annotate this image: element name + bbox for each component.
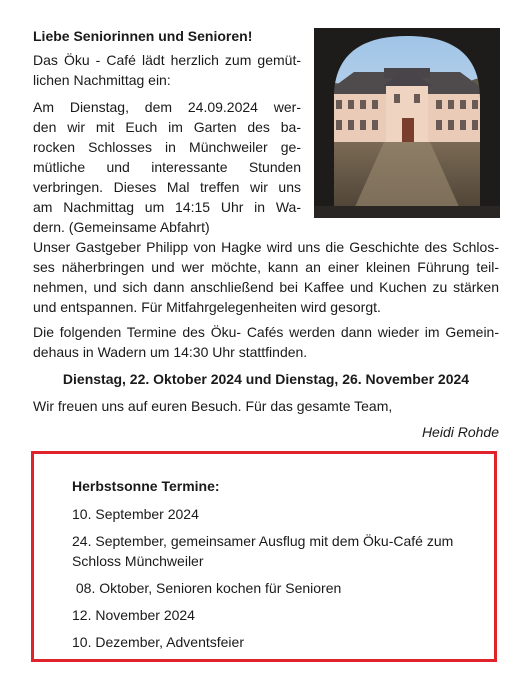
terms-item: Schloss Münchweiler — [72, 553, 204, 569]
event-line: dern. (Gemeinsame Abfahrt) — [33, 219, 210, 235]
host-paragraph — [33, 237, 499, 317]
event-line: rocken Schlosses in Münchweiler ge- — [33, 139, 301, 155]
article-heading: Liebe Seniorinnen und Senioren! — [33, 28, 253, 44]
terms-item: 08. Oktober, Senioren kochen für Senioren — [72, 580, 342, 596]
closing-line — [33, 396, 499, 416]
terms-item: 12. November 2024 — [72, 607, 195, 623]
host-line: ses näherbringen und wer möchte, kann an einer kleinen Führung teil- — [33, 259, 499, 275]
event-line: Am Dienstag, dem 24.09.2024 wer- — [33, 99, 301, 115]
intro-line: Das Öku - Café lädt herzlich zum gemüt- — [33, 52, 301, 68]
event-line: den wir mit Euch im Garten des ba- — [33, 119, 301, 135]
terms-box — [31, 451, 497, 662]
schedule-line: Die folgenden Termine des Öku- Cafés werden dann wieder im Gemein- — [33, 324, 499, 340]
intro-paragraph — [33, 50, 301, 90]
terms-title: Herbstsonne Termine: — [72, 478, 220, 494]
schloss-photo — [314, 28, 500, 218]
terms-list — [72, 504, 453, 659]
event-paragraph — [33, 97, 301, 237]
intro-line: lichen Nachmittag ein: — [33, 72, 171, 88]
schedule-paragraph — [33, 322, 499, 362]
closing-text: Wir freuen uns auf euren Besuch. Für das gesamte Team, — [33, 398, 393, 414]
terms-item: 24. September, gemeinsamer Ausflug mit dem Öku-Café zum — [72, 533, 454, 549]
host-line: nehmen, und sich dann anschließend bei Kaffee und Kuchen zu stärken — [33, 279, 499, 295]
upcoming-dates: Dienstag, 22. Oktober 2024 und Dienstag, 26. November 2024 — [62, 371, 470, 387]
event-line: am Nachmittag um 14:15 Uhr in Wa- — [33, 199, 301, 215]
host-line: und entspannen. Für Mitfahrgelegenheiten wird gesorgt. — [33, 299, 381, 315]
terms-item: 10. September 2024 — [72, 506, 199, 522]
event-line: mütliche und interessante Stunden — [33, 159, 301, 175]
host-line: Unser Gastgeber Philipp von Hagke wird uns die Geschichte des Schlos- — [33, 239, 499, 255]
schedule-line: dehaus in Wadern um 14:30 Uhr stattfinden. — [33, 344, 308, 360]
terms-item: 10. Dezember, Adventsfeier — [72, 634, 244, 650]
event-line: verbringen. Dieses Mal treffen wir uns — [33, 179, 301, 195]
signature: Heidi Rohde — [421, 424, 499, 440]
